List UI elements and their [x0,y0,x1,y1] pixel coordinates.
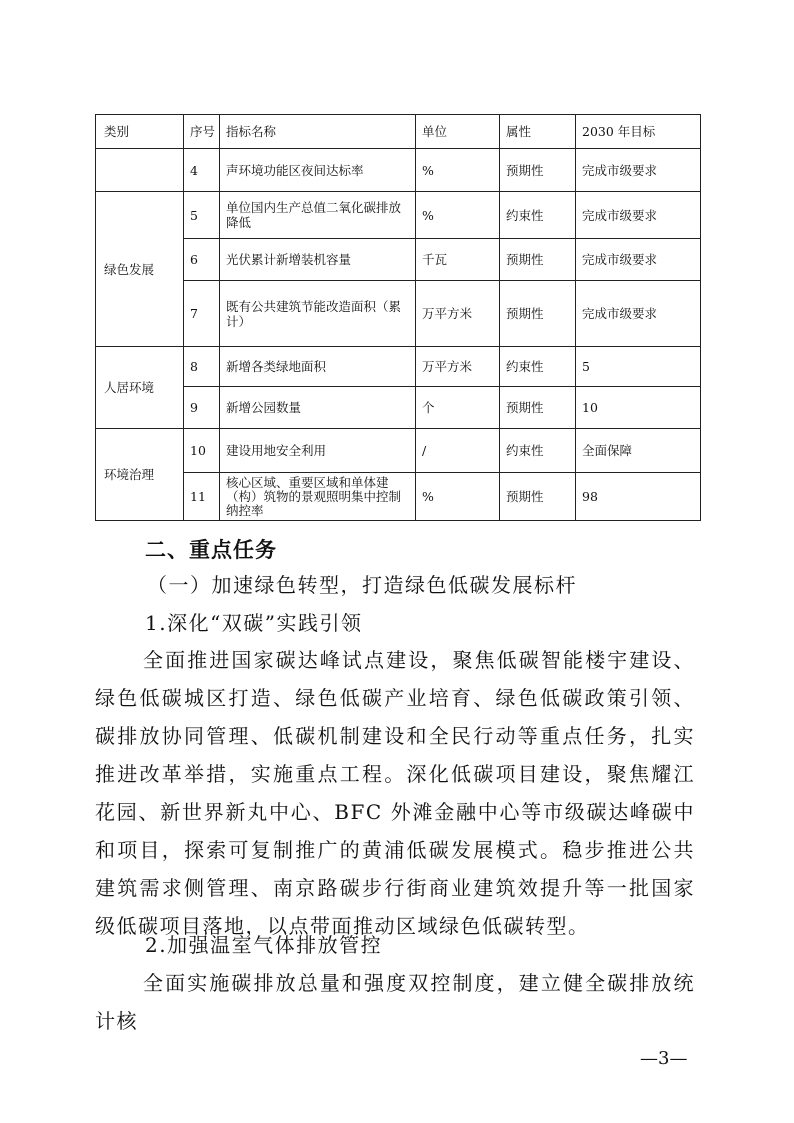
page-number: —3— [640,1048,688,1069]
attr-cell: 预期性 [500,239,576,281]
category-cell: 人居环境 [96,347,184,429]
unit-cell: 千瓦 [416,239,500,281]
seq-cell: 8 [184,347,220,387]
indicator-name-cell: 新增公园数量 [220,387,416,429]
unit-cell: % [416,473,500,521]
indicator-name-cell: 光伏累计新增装机容量 [220,239,416,281]
header-category: 类别 [96,115,184,149]
seq-cell: 7 [184,281,220,347]
header-unit: 单位 [416,115,500,149]
target-cell: 10 [576,387,701,429]
seq-cell: 6 [184,239,220,281]
attr-cell: 预期性 [500,281,576,347]
attr-cell: 预期性 [500,149,576,192]
attr-cell: 约束性 [500,192,576,239]
indicator-name-cell: 既有公共建筑节能改造面积（累计） [220,281,416,347]
indicator-name-cell: 建设用地安全利用 [220,429,416,473]
indicator-name-cell: 核心区域、重要区域和单体建（构）筑物的景观照明集中控制纳控率 [220,473,416,521]
section-heading: 二、重点任务 [145,538,277,562]
header-attr: 属性 [500,115,576,149]
target-cell: 完成市级要求 [576,149,701,192]
item1-body: 全面推进国家碳达峰试点建设，聚焦低碳智能楼宇建设、绿色低碳城区打造、绿色低碳产业培育、绿色低碳政策引领、碳排放协同管理、低碳机制建设和全民行动等重点任务，扎实推进改革举措，实施重点工程。深化低碳项目建设，聚焦耀江花园、新世界新丸中心、BFC 外滩金融中心等市级碳达峰碳中和项目，探索可复制推广的黄浦低碳发展模式。稳步推进公共建筑需求侧管理、南京路碳步行街商业建筑效提升等一批国家级低碳项目落地，以点带面推动区域绿色低碳转型。 [95,648,695,938]
seq-cell: 9 [184,387,220,429]
seq-cell: 5 [184,192,220,239]
table-row [96,387,701,429]
table-row [96,192,701,239]
item2-title: 2.加强温室气体排放管控 [145,933,383,957]
unit-cell: / [416,429,500,473]
table-row [96,347,701,387]
seq-cell: 11 [184,473,220,521]
indicator-table [95,114,701,521]
category-cell: 绿色发展 [96,192,184,347]
indicator-name-cell: 声环境功能区夜间达标率 [220,149,416,192]
target-cell: 98 [576,473,701,521]
unit-cell: 万平方米 [416,281,500,347]
category-cell [96,149,184,192]
table-row [96,429,701,473]
unit-cell: 个 [416,387,500,429]
target-cell: 完成市级要求 [576,281,701,347]
attr-cell: 预期性 [500,387,576,429]
header-seq: 序号 [184,115,220,149]
unit-cell: % [416,192,500,239]
item1-title: 1.深化“双碳”实践引领 [145,611,363,635]
category-cell: 环境治理 [96,429,184,521]
seq-cell: 4 [184,149,220,192]
attr-cell: 约束性 [500,429,576,473]
table-row [96,149,701,192]
item2-body: 全面实施碳排放总量和强度双控制度，建立健全碳排放统计核 [95,971,695,1033]
attr-cell: 约束性 [500,347,576,387]
target-cell: 完成市级要求 [576,239,701,281]
target-cell: 全面保障 [576,429,701,473]
attr-cell: 预期性 [500,473,576,521]
table-row [96,473,701,521]
header-target: 2030 年目标 [576,115,701,149]
indicator-name-cell: 新增各类绿地面积 [220,347,416,387]
indicator-name-cell: 单位国内生产总值二氧化碳排放降低 [220,192,416,239]
table-row [96,281,701,347]
section-subheading: （一）加速绿色转型，打造绿色低碳发展标杆 [147,573,577,597]
target-cell: 完成市级要求 [576,192,701,239]
unit-cell: 万平方米 [416,347,500,387]
table-header-row [96,115,701,149]
table-row [96,239,701,281]
header-name: 指标名称 [220,115,416,149]
unit-cell: % [416,149,500,192]
target-cell: 5 [576,347,701,387]
seq-cell: 10 [184,429,220,473]
